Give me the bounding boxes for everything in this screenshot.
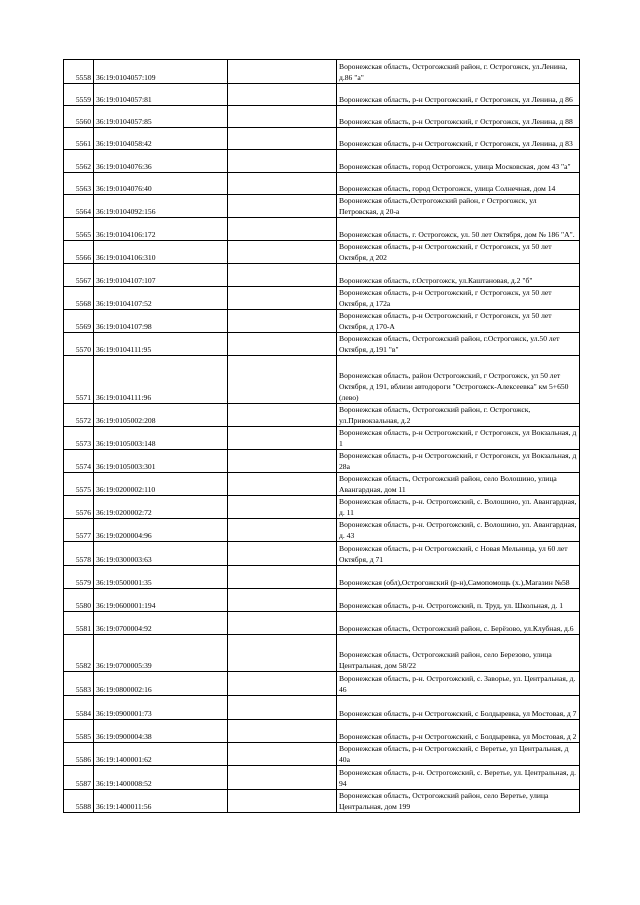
cadastral-number-cell: 36:19:0900004:38 — [94, 720, 228, 743]
row-number-cell: 5558 — [64, 60, 94, 84]
empty-cell — [228, 696, 337, 720]
table-row — [64, 106, 580, 128]
cadastral-number-cell: 36:19:0104106:310 — [94, 241, 228, 264]
empty-cell — [228, 720, 337, 743]
empty-cell — [228, 333, 337, 356]
address-cell: Воронежская область,Острогожский район, г Острогожск, ул Петровская, д 20-а — [337, 195, 580, 218]
empty-cell — [228, 128, 337, 150]
empty-cell — [228, 612, 337, 635]
cadastral-number-cell: 36:19:0104057:109 — [94, 60, 228, 84]
table-row — [64, 310, 580, 333]
table-row — [64, 404, 580, 427]
empty-cell — [228, 496, 337, 519]
address-cell: Воронежская область, Острогожский район, г. Острогожск, ул.Ленина, д.86 "а" — [337, 60, 580, 84]
address-cell: Воронежская область, р-н Острогожский, г Острогожск, ул Ленина, д 88 — [337, 106, 580, 128]
cadastral-number-cell: 36:19:0105002:208 — [94, 404, 228, 427]
address-cell: Воронежская область, р-н Острогожский, г Острогожск, ул Вокзальная, д 28а — [337, 450, 580, 473]
table-row — [64, 173, 580, 195]
address-cell: Воронежская (обл),Острогожский (р-н),Самопомощь (х.),Магазин №58 — [337, 566, 580, 589]
empty-cell — [228, 427, 337, 450]
table-row — [64, 356, 580, 404]
table-body — [64, 60, 580, 813]
table-row — [64, 720, 580, 743]
address-cell: Воронежская область, г. Острогожск, ул. 50 лет Октября, дом № 186 "А". — [337, 218, 580, 241]
row-number-cell: 5577 — [64, 519, 94, 542]
address-cell: Воронежская область, р-н Острогожский, с Болдыревка, ул Мостовая, д 2 — [337, 720, 580, 743]
cadastral-number-cell: 36:19:0105003:148 — [94, 427, 228, 450]
cadastral-table — [63, 59, 580, 813]
table-row — [64, 790, 580, 813]
table-row — [64, 195, 580, 218]
cadastral-number-cell: 36:19:0105003:301 — [94, 450, 228, 473]
row-number-cell: 5560 — [64, 106, 94, 128]
empty-cell — [228, 218, 337, 241]
row-number-cell: 5561 — [64, 128, 94, 150]
cadastral-number-cell: 36:19:0900001:73 — [94, 696, 228, 720]
row-number-cell: 5563 — [64, 173, 94, 195]
address-cell: Воронежская область, р-н Острогожский, с Новая Мельница, ул 60 лет Октября, д 71 — [337, 542, 580, 566]
row-number-cell: 5564 — [64, 195, 94, 218]
cadastral-number-cell: 36:19:0104076:36 — [94, 150, 228, 173]
row-number-cell: 5562 — [64, 150, 94, 173]
address-cell: Воронежская область, район Острогожский, г Острогожск, ул 50 лет Октября, д 191, вблизи автодороги "Острогожск-Алексеевка" км 5+650 (лево) — [337, 356, 580, 404]
empty-cell — [228, 287, 337, 310]
cadastral-number-cell: 36:19:0104057:85 — [94, 106, 228, 128]
table-row — [64, 450, 580, 473]
table-row — [64, 150, 580, 173]
row-number-cell: 5581 — [64, 612, 94, 635]
empty-cell — [228, 356, 337, 404]
table-row — [64, 496, 580, 519]
address-cell: Воронежская область, р-н. Острогожский, с. Веретье, ул. Центральная, д. 94 — [337, 766, 580, 790]
cadastral-number-cell: 36:19:0700004:92 — [94, 612, 228, 635]
address-cell: Воронежская область, р-н Острогожский, г Острогожск, ул 50 лет Октября, д 202 — [337, 241, 580, 264]
table-row — [64, 287, 580, 310]
cadastral-number-cell: 36:19:1400011:56 — [94, 790, 228, 813]
row-number-cell: 5574 — [64, 450, 94, 473]
empty-cell — [228, 150, 337, 173]
cadastral-number-cell: 36:19:0104111:96 — [94, 356, 228, 404]
empty-cell — [228, 519, 337, 542]
cadastral-number-cell: 36:19:0104058:42 — [94, 128, 228, 150]
table-row — [64, 333, 580, 356]
row-number-cell: 5565 — [64, 218, 94, 241]
empty-cell — [228, 60, 337, 84]
empty-cell — [228, 566, 337, 589]
cadastral-number-cell: 36:19:0104107:107 — [94, 264, 228, 287]
table-row — [64, 696, 580, 720]
row-number-cell: 5559 — [64, 84, 94, 106]
address-cell: Воронежская область, Острогожский район, село Березово, улица Центральная, дом 58/22 — [337, 635, 580, 672]
empty-cell — [228, 195, 337, 218]
empty-cell — [228, 790, 337, 813]
empty-cell — [228, 264, 337, 287]
empty-cell — [228, 450, 337, 473]
address-cell: Воронежская область, р-н. Острогожский, п. Труд, ул. Школьная, д. 1 — [337, 589, 580, 612]
address-cell: Воронежская область, р-н. Острогожский, с. Волошино, ул. Авангардная, д. 11 — [337, 496, 580, 519]
empty-cell — [228, 173, 337, 195]
cadastral-number-cell: 36:19:0104107:98 — [94, 310, 228, 333]
cadastral-number-cell: 36:19:0200002:72 — [94, 496, 228, 519]
row-number-cell: 5579 — [64, 566, 94, 589]
empty-cell — [228, 589, 337, 612]
row-number-cell: 5585 — [64, 720, 94, 743]
address-cell: Воронежская область, город Острогожск, улица Солнечная, дом 14 — [337, 173, 580, 195]
cadastral-number-cell: 36:19:0104057:81 — [94, 84, 228, 106]
empty-cell — [228, 766, 337, 790]
row-number-cell: 5568 — [64, 287, 94, 310]
row-number-cell: 5569 — [64, 310, 94, 333]
table-row — [64, 60, 580, 84]
cadastral-number-cell: 36:19:0200002:110 — [94, 473, 228, 496]
cadastral-number-cell: 36:19:0104076:40 — [94, 173, 228, 195]
table-row — [64, 241, 580, 264]
row-number-cell: 5576 — [64, 496, 94, 519]
table-row — [64, 264, 580, 287]
row-number-cell: 5566 — [64, 241, 94, 264]
address-cell: Воронежская область, р-н Острогожский, г Острогожск, ул 50 лет Октября, д 170-А — [337, 310, 580, 333]
cadastral-number-cell: 36:19:0104106:172 — [94, 218, 228, 241]
empty-cell — [228, 106, 337, 128]
empty-cell — [228, 635, 337, 672]
row-number-cell: 5588 — [64, 790, 94, 813]
cadastral-number-cell: 36:19:1400001:62 — [94, 743, 228, 766]
cadastral-number-cell: 36:19:1400008:52 — [94, 766, 228, 790]
table-row — [64, 427, 580, 450]
table-row — [64, 612, 580, 635]
row-number-cell: 5584 — [64, 696, 94, 720]
address-cell: Воронежская область, г.Острогожск, ул.Каштановая, д.2 "б" — [337, 264, 580, 287]
table-row — [64, 218, 580, 241]
address-cell: Воронежская область, р-н. Острогожский, с. Заворье, ул. Центральная, д. 46 — [337, 672, 580, 696]
row-number-cell: 5575 — [64, 473, 94, 496]
row-number-cell: 5570 — [64, 333, 94, 356]
row-number-cell: 5572 — [64, 404, 94, 427]
row-number-cell: 5582 — [64, 635, 94, 672]
row-number-cell: 5580 — [64, 589, 94, 612]
address-cell: Воронежская область, р-н Острогожский, г Острогожск, ул Ленина, д 86 — [337, 84, 580, 106]
empty-cell — [228, 473, 337, 496]
cadastral-number-cell: 36:19:0300003:63 — [94, 542, 228, 566]
empty-cell — [228, 84, 337, 106]
table-row — [64, 566, 580, 589]
table-row — [64, 128, 580, 150]
empty-cell — [228, 672, 337, 696]
table-row — [64, 473, 580, 496]
cadastral-number-cell: 36:19:0800002:16 — [94, 672, 228, 696]
address-cell: Воронежская область, р-н Острогожский, г Острогожск, ул 50 лет Октября, д 172а — [337, 287, 580, 310]
row-number-cell: 5583 — [64, 672, 94, 696]
cadastral-number-cell: 36:19:0700005:39 — [94, 635, 228, 672]
empty-cell — [228, 542, 337, 566]
table-row — [64, 84, 580, 106]
address-cell: Воронежская область, р-н. Острогожский, с. Волошино, ул. Авангардная, д. 43 — [337, 519, 580, 542]
row-number-cell: 5573 — [64, 427, 94, 450]
address-cell: Воронежская область, Острогожский район, г. Острогожск, ул.Привокзальная, д.2 — [337, 404, 580, 427]
cadastral-number-cell: 36:19:0500001:35 — [94, 566, 228, 589]
table-row — [64, 766, 580, 790]
table-row — [64, 542, 580, 566]
row-number-cell: 5586 — [64, 743, 94, 766]
table-row — [64, 672, 580, 696]
address-cell: Воронежская область, р-н Острогожский, г Острогожск, ул Ленина, д 83 — [337, 128, 580, 150]
row-number-cell: 5587 — [64, 766, 94, 790]
address-cell: Воронежская область, р-н Острогожский, г Острогожск, ул Вокзальная, д 1 — [337, 427, 580, 450]
address-cell: Воронежская область, Острогожский район, село Веретье, улица Центральная, дом 199 — [337, 790, 580, 813]
address-cell: Воронежская область, Острогожский район, г.Острогожск, ул.50 лет Октября, д.191 "в" — [337, 333, 580, 356]
address-cell: Воронежская область, Острогожский район, село Волошино, улица Авангардная, дом 11 — [337, 473, 580, 496]
row-number-cell: 5567 — [64, 264, 94, 287]
table-row — [64, 635, 580, 672]
address-cell: Воронежская область, р-н Острогожский, с Веретье, ул Центральная, д 40а — [337, 743, 580, 766]
empty-cell — [228, 743, 337, 766]
empty-cell — [228, 310, 337, 333]
table-row — [64, 743, 580, 766]
address-cell: Воронежская область, Острогожский район, с. Берёзово, ул.Клубная, д.6 — [337, 612, 580, 635]
address-cell: Воронежская область, р-н Острогожский, с Болдыревка, ул Мостовая, д 7 — [337, 696, 580, 720]
cadastral-number-cell: 36:19:0104111:95 — [94, 333, 228, 356]
cadastral-number-cell: 36:19:0104092:156 — [94, 195, 228, 218]
cadastral-number-cell: 36:19:0104107:52 — [94, 287, 228, 310]
address-cell: Воронежская область, город Острогожск, улица Московская, дом 43 "а" — [337, 150, 580, 173]
empty-cell — [228, 241, 337, 264]
table-row — [64, 589, 580, 612]
cadastral-number-cell: 36:19:0600001:194 — [94, 589, 228, 612]
row-number-cell: 5571 — [64, 356, 94, 404]
cadastral-number-cell: 36:19:0200004:96 — [94, 519, 228, 542]
row-number-cell: 5578 — [64, 542, 94, 566]
table-row — [64, 519, 580, 542]
empty-cell — [228, 404, 337, 427]
